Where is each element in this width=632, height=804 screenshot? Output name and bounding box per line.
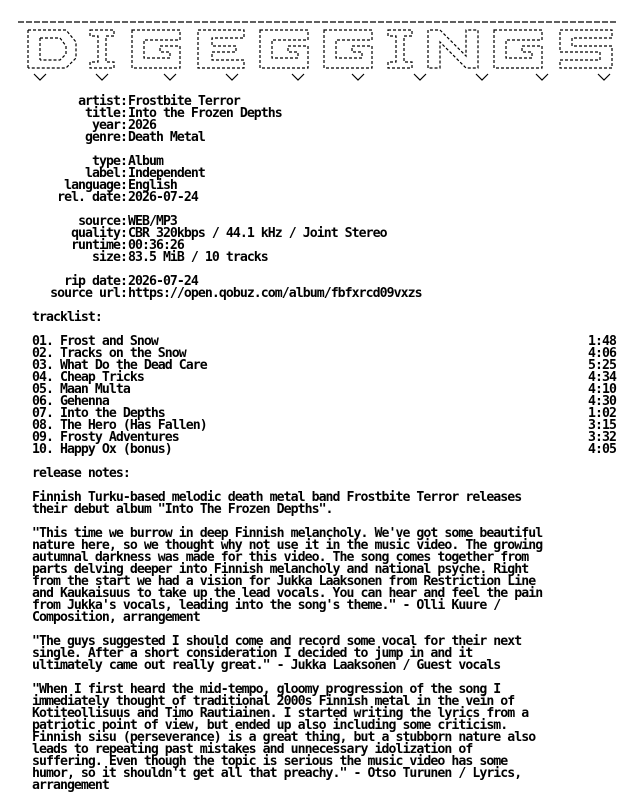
- track-duration: 1:48: [588, 334, 616, 349]
- metadata-key: quality: [71, 226, 120, 241]
- metadata-row: [24, 156, 422, 168]
- release-note-line: leads to repeating past mistakes and unnecessary idolization of: [32, 742, 473, 757]
- metadata-row: [24, 252, 422, 264]
- track-title: 02. Tracks on the Snow: [32, 346, 186, 361]
- release-note-line: Finnish sisu (perseverance) is a great thing, but a stubborn nature also: [32, 730, 536, 745]
- metadata-key: title: [85, 106, 120, 121]
- track-duration: 1:02: [588, 406, 616, 421]
- release-note-line: ultimately came out really great." - Jukka Laaksonen / Guest vocals: [32, 658, 501, 673]
- release-notes-heading: release notes:: [32, 466, 130, 481]
- metadata-value: 83.5 MiB / 10 tracks: [128, 250, 268, 265]
- metadata-colon: :: [120, 274, 127, 289]
- tracklist-heading: tracklist:: [32, 310, 102, 325]
- track-title: 04. Cheap Tricks: [32, 370, 144, 385]
- metadata-key: rip date: [64, 274, 120, 289]
- release-note-line: autumnal darkness was made for this video. The song comes together from: [32, 550, 529, 565]
- track-title: 09. Frosty Adventures: [32, 430, 179, 445]
- track-title: 05. Maan Multa: [32, 382, 130, 397]
- metadata-colon: :: [120, 214, 127, 229]
- release-note-line: "When I first heard the mid-tempo, gloomy progression of the song I: [32, 682, 501, 697]
- metadata-value: Album: [128, 154, 163, 169]
- metadata-value: CBR 320kbps / 44.1 kHz / Joint Stereo: [128, 226, 387, 241]
- metadata-colon: :: [120, 226, 127, 241]
- release-note-line: from the start we had a vision for Jukka Laaksonen from Restriction Line: [32, 574, 536, 589]
- metadata-colon: :: [120, 238, 127, 253]
- metadata-key: size: [92, 250, 120, 265]
- track-duration: 4:10: [588, 382, 616, 397]
- track-title: 07. Into the Depths: [32, 406, 165, 421]
- metadata-key: artist: [78, 94, 120, 109]
- release-note-line: their debut album "Into The Frozen Depths".: [32, 502, 333, 517]
- metadata-block: [24, 96, 422, 300]
- release-note-line: Finnish Turku-based melodic death metal band Frostbite Terror releases: [32, 490, 522, 505]
- track-title: 03. What Do the Dead Care: [32, 358, 207, 373]
- metadata-row: [24, 120, 422, 132]
- metadata-value: English: [128, 178, 177, 193]
- metadata-key: genre: [85, 130, 120, 145]
- release-note-line: suffering. Even though the topic is serious the music video has some: [32, 754, 508, 769]
- release-note-line: single. After a short consideration I decided to jump in and it: [32, 646, 473, 661]
- release-note-line: humor, so it shouldn't get all that preachy." - Otso Turunen / Lyrics,: [32, 766, 522, 781]
- release-note-line: "This time we burrow in deep Finnish melancholy. We've got some beautiful: [32, 526, 543, 541]
- ascii-art-logo: [14, 8, 620, 82]
- metadata-colon: :: [120, 250, 127, 265]
- metadata-value: 2026-07-24: [128, 190, 198, 205]
- metadata-value: Into the Frozen Depths: [128, 106, 282, 121]
- release-note-line: Kotiteollisuus and Timo Rautiainen. I started writing the lyrics from a: [32, 706, 529, 721]
- metadata-colon: :: [120, 130, 127, 145]
- metadata-key: runtime: [71, 238, 120, 253]
- metadata-key: source url: [50, 286, 120, 301]
- release-note-line: parts delving deeper into Finnish melancholy and national psyche. Right: [32, 562, 529, 577]
- metadata-colon: :: [120, 190, 127, 205]
- metadata-row: [24, 132, 422, 144]
- metadata-value: 2026-07-24: [128, 274, 198, 289]
- metadata-value: Death Metal: [128, 130, 205, 145]
- metadata-colon: :: [120, 178, 127, 193]
- release-note-line: Composition, arrangement: [32, 610, 200, 625]
- metadata-value: Frostbite Terror: [128, 94, 240, 109]
- tracklist: [32, 336, 616, 456]
- metadata-key: label: [85, 166, 120, 181]
- track-duration: 4:06: [588, 346, 616, 361]
- metadata-key: year: [92, 118, 120, 133]
- release-note-paragraph: [32, 636, 622, 672]
- track-title: 01. Frost and Snow: [32, 334, 158, 349]
- track-row: [32, 444, 616, 456]
- track-duration: 5:25: [588, 358, 616, 373]
- metadata-key: type: [92, 154, 120, 169]
- metadata-colon: :: [120, 94, 127, 109]
- release-note-line: from Jukka's vocals, leading into the song's theme." - Olli Kuure /: [32, 598, 501, 613]
- track-title: 08. The Hero (Has Fallen): [32, 418, 207, 433]
- release-note-paragraph: [32, 684, 622, 792]
- metadata-colon: :: [120, 106, 127, 121]
- release-note-line: "The guys suggested I should come and record some vocal for their next: [32, 634, 522, 649]
- metadata-value: WEB/MP3: [128, 214, 177, 229]
- release-note-line: patriotic point of view, but ended up also including some criticism.: [32, 718, 508, 733]
- metadata-row: [24, 108, 422, 120]
- metadata-row: [24, 288, 422, 300]
- metadata-value: 2026: [128, 118, 156, 133]
- metadata-colon: :: [120, 154, 127, 169]
- metadata-colon: :: [120, 286, 127, 301]
- track-duration: 3:15: [588, 418, 616, 433]
- release-note-paragraph: [32, 492, 622, 516]
- release-note-line: nature here, so we thought why not use it in the music video. The growing: [32, 538, 543, 553]
- metadata-value: https://open.qobuz.com/album/fbfxrcd09vxzs: [128, 286, 422, 301]
- metadata-colon: :: [120, 118, 127, 133]
- release-note-paragraph: [32, 528, 622, 624]
- track-title: 10. Happy Ox (bonus): [32, 442, 172, 457]
- metadata-key: source: [78, 214, 120, 229]
- release-note-line: immediately thought of traditional 2000s Finnish metal in the vein of: [32, 694, 515, 709]
- release-notes: [32, 492, 622, 804]
- metadata-row: [24, 192, 422, 204]
- track-title: 06. Gehenna: [32, 394, 109, 409]
- track-duration: 3:32: [588, 430, 616, 445]
- release-note-line: and Kaukaisuus to take up the lead vocals. You can hear and feel the pain: [32, 586, 543, 601]
- release-note-line: arrangement: [32, 778, 109, 793]
- track-duration: 4:30: [588, 394, 616, 409]
- metadata-value: 00:36:26: [128, 238, 184, 253]
- metadata-colon: :: [120, 166, 127, 181]
- metadata-key: rel. date: [57, 190, 120, 205]
- track-duration: 4:34: [588, 370, 616, 385]
- metadata-key: language: [64, 178, 120, 193]
- track-duration: 4:05: [588, 442, 616, 457]
- track-row: [32, 384, 616, 396]
- metadata-value: Independent: [128, 166, 205, 181]
